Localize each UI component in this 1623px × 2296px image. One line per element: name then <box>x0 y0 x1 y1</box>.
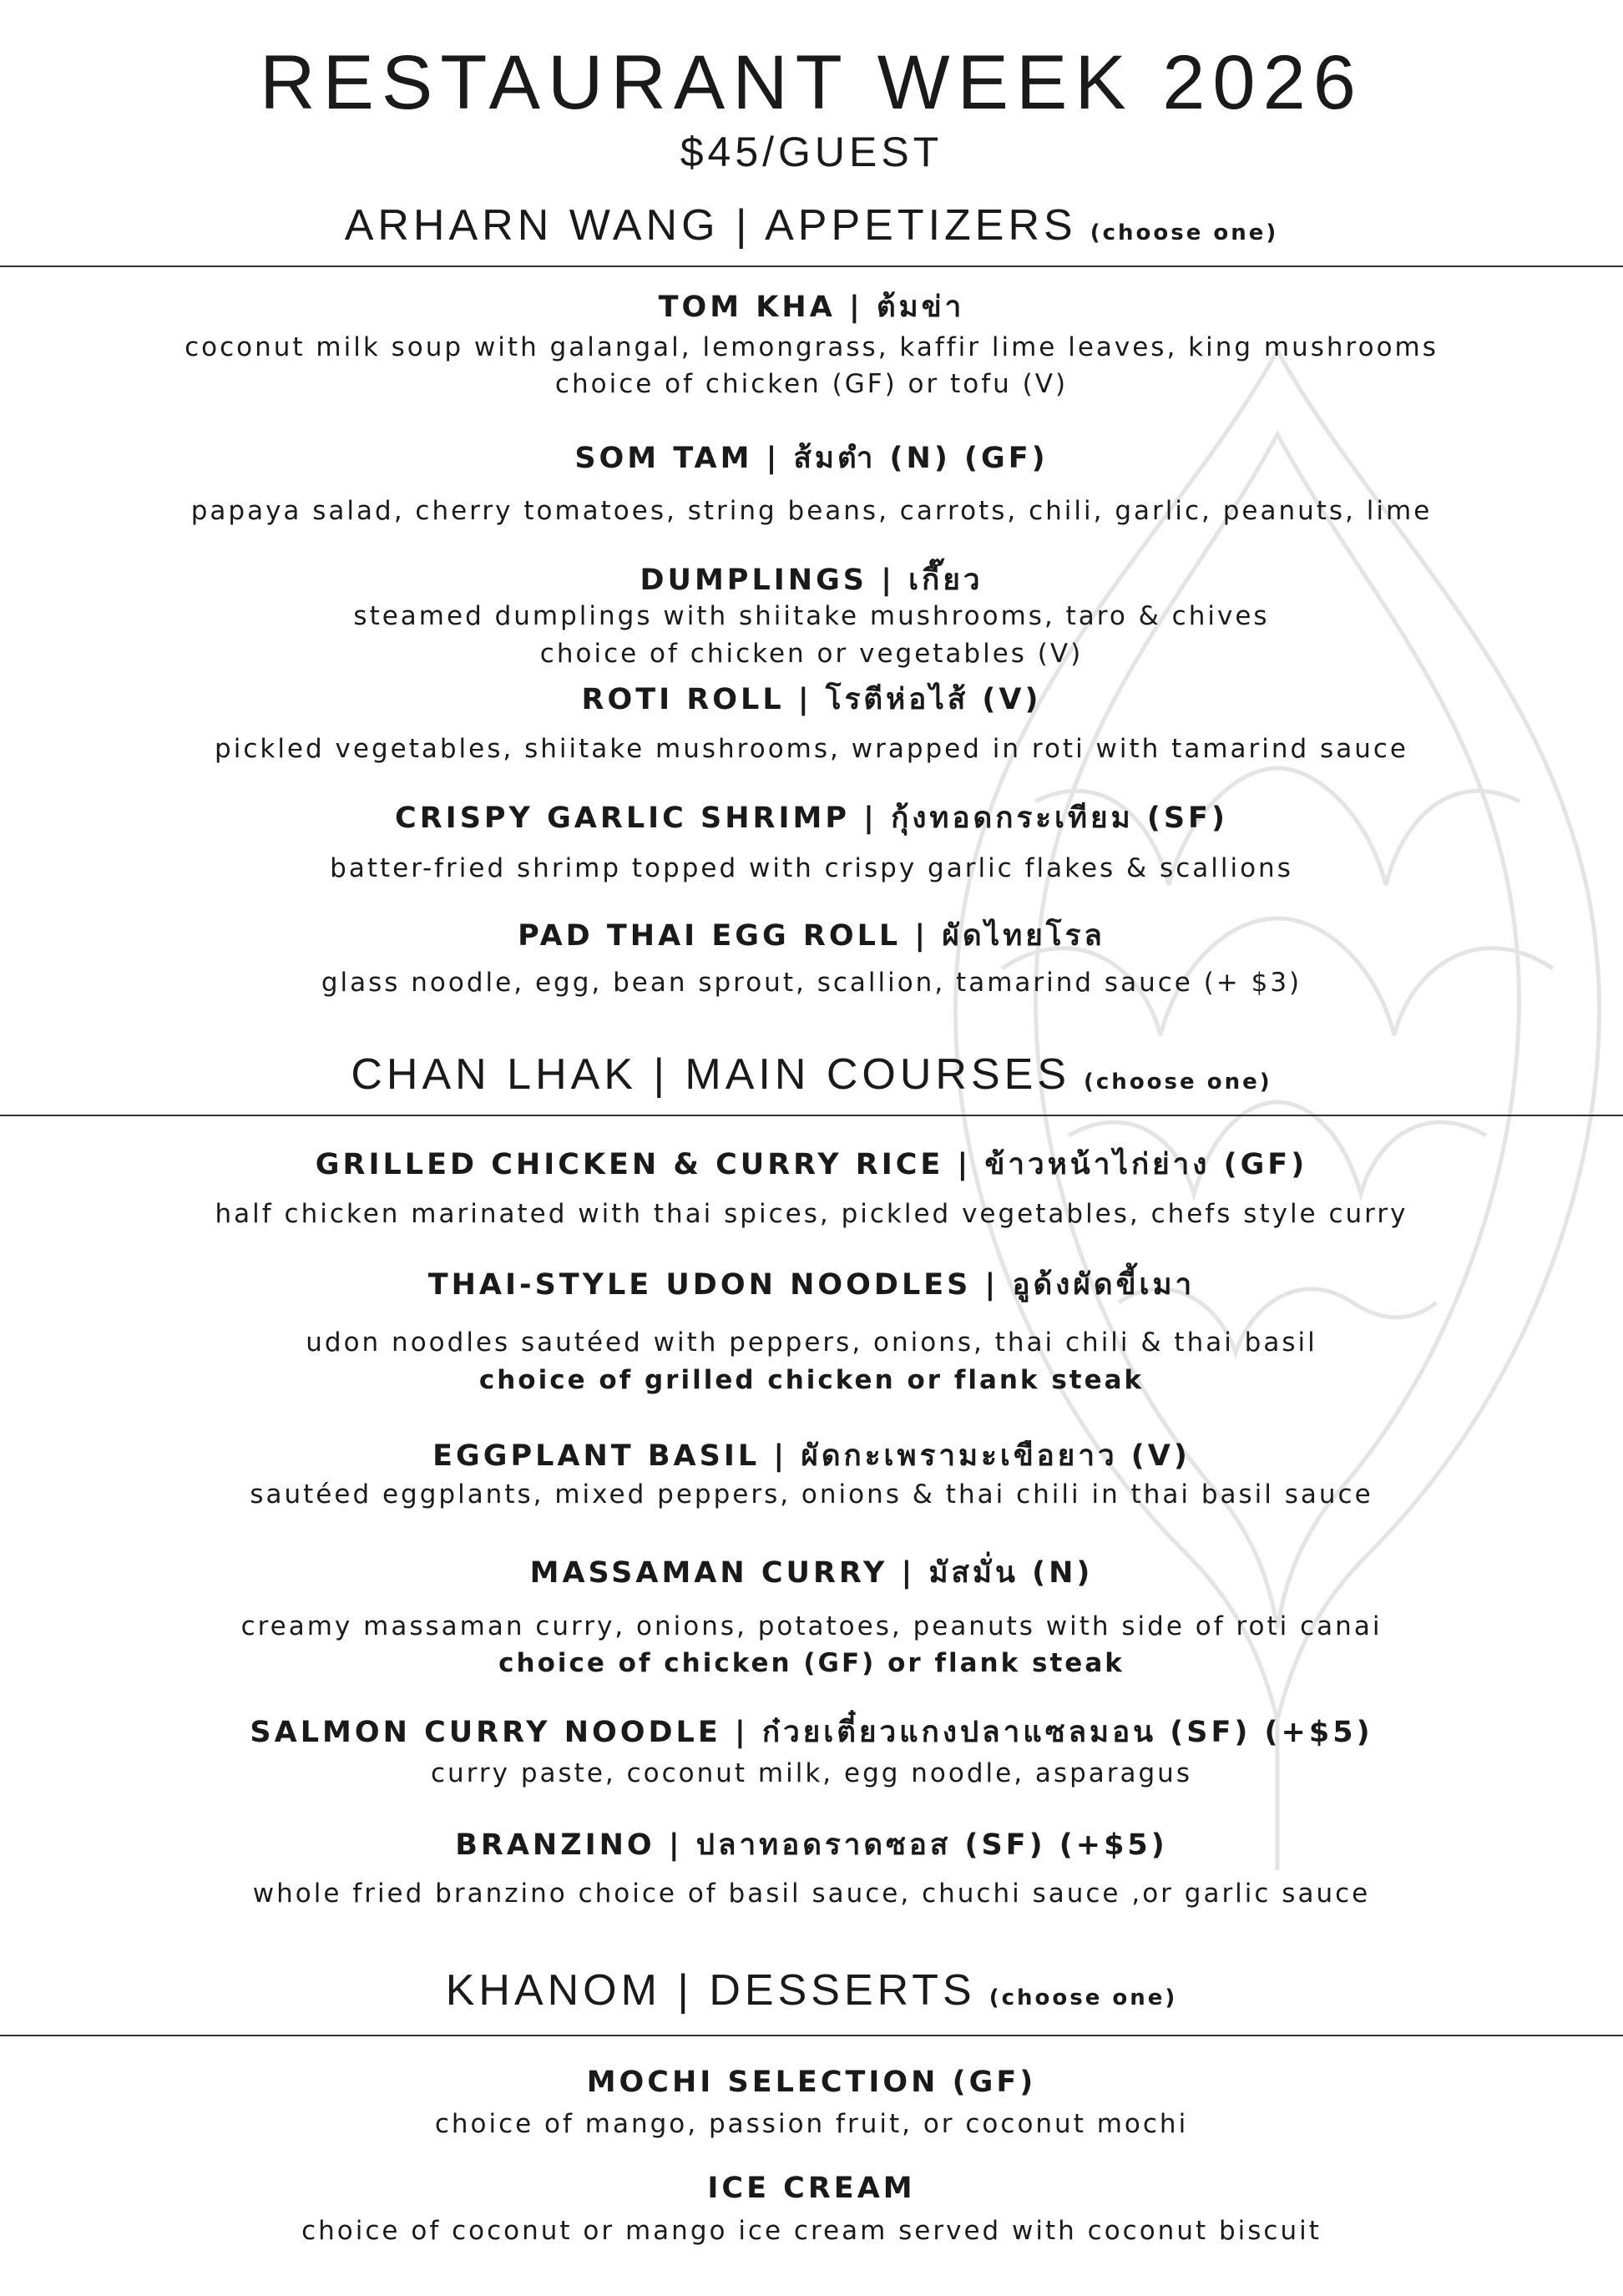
dish-name: DUMPLINGS | เกี๊ยว <box>640 564 983 597</box>
dish-description: choice of coconut or mango ice cream served with coconut biscuit <box>301 2216 1322 2246</box>
page-title: RESTAURANT WEEK 2026 <box>260 40 1363 125</box>
dish-description: choice of chicken (GF) or tofu (V) <box>554 369 1069 399</box>
price-per-guest: $45/GUEST <box>680 129 943 175</box>
dish-description: choice of grilled chicken or flank steak <box>478 1365 1145 1395</box>
dish-name: CRISPY GARLIC SHRIMP | กุ้งทอดกระเทียม (SF) <box>395 802 1228 835</box>
dish-description: papaya salad, cherry tomatoes, string beans, carrots, chili, garlic, peanuts, lime <box>190 496 1433 526</box>
dish-description: choice of mango, passion fruit, or coconut mochi <box>434 2109 1189 2139</box>
section-note: (choose one) <box>988 1985 1178 2010</box>
dish-description: whole fried branzino choice of basil sauce, chuchi sauce ,or garlic sauce <box>252 1879 1371 1909</box>
section-divider <box>0 2035 1623 2036</box>
dish-name: SOM TAM | ส้มตำ (N) (GF) <box>574 442 1049 475</box>
dish-name: MOCHI SELECTION (GF) <box>586 2066 1037 2099</box>
dish-name: ICE CREAM <box>707 2172 916 2205</box>
section-header-appetizers <box>0 199 1623 252</box>
dish-name: TOM KHA | ต้มข่า <box>658 291 965 324</box>
section-header-main-courses <box>0 1048 1623 1101</box>
dish-description: coconut milk soup with galangal, lemongrass, kaffir lime leaves, king mushrooms <box>185 332 1438 362</box>
section-header-desserts <box>0 1964 1623 2017</box>
section-title: CHAN LHAK | MAIN COURSES <box>351 1050 1071 1099</box>
dish-description: half chicken marinated with thai spices, pickled vegetables, chefs style curry <box>215 1199 1408 1229</box>
dish-description: choice of chicken or vegetables (V) <box>539 639 1084 669</box>
dish-description: batter-fried shrimp topped with crispy garlic flakes & scallions <box>330 853 1293 883</box>
dish-description: glass noodle, egg, bean sprout, scallion, tamarind sauce (+ $3) <box>321 968 1302 998</box>
dish-name: MASSAMAN CURRY | มัสมั่น (N) <box>529 1556 1094 1590</box>
section-divider <box>0 266 1623 267</box>
dish-description: choice of chicken (GF) or flank steak <box>498 1648 1125 1678</box>
section-note: (choose one) <box>1084 1070 1272 1095</box>
dish-name: ROTI ROLL | โรตีห่อไส้ (V) <box>581 683 1042 716</box>
dish-name: THAI-STYLE UDON NOODLES | อูด้งผัดขี้เมา <box>427 1268 1196 1302</box>
dish-name: BRANZINO | ปลาทอดราดซอส (SF) (+$5) <box>455 1828 1168 1862</box>
dish-description: pickled vegetables, shiitake mushrooms, wrapped in roti with tamarind sauce <box>215 734 1408 764</box>
dish-description: sautéed eggplants, mixed peppers, onions & thai chili in thai basil sauce <box>250 1479 1373 1510</box>
dish-name: GRILLED CHICKEN & CURRY RICE | ข้าวหน้าไก่ย่าง (GF) <box>315 1148 1308 1181</box>
dish-description: steamed dumplings with shiitake mushrooms, taro & chives <box>353 601 1270 631</box>
dish-description: udon noodles sautéed with peppers, onions, thai chili & thai basil <box>306 1328 1317 1358</box>
dish-description: curry paste, coconut milk, egg noodle, asparagus <box>431 1758 1192 1788</box>
dish-name: PAD THAI EGG ROLL | ผัดไทยโรล <box>518 919 1105 953</box>
dish-description: creamy massaman curry, onions, potatoes, peanuts with side of roti canai <box>240 1611 1383 1641</box>
section-title: ARHARN WANG | APPETIZERS <box>344 201 1077 250</box>
section-note: (choose one) <box>1090 220 1279 245</box>
dish-name: SALMON CURRY NOODLE | ก๋วยเตี๋ยวแกงปลาแซลมอน (SF) (+$5) <box>250 1716 1373 1749</box>
dish-name: EGGPLANT BASIL | ผัดกะเพรามะเขือยาว (V) <box>432 1439 1191 1473</box>
section-title: KHANOM | DESSERTS <box>445 1966 976 2015</box>
section-divider <box>0 1115 1623 1116</box>
